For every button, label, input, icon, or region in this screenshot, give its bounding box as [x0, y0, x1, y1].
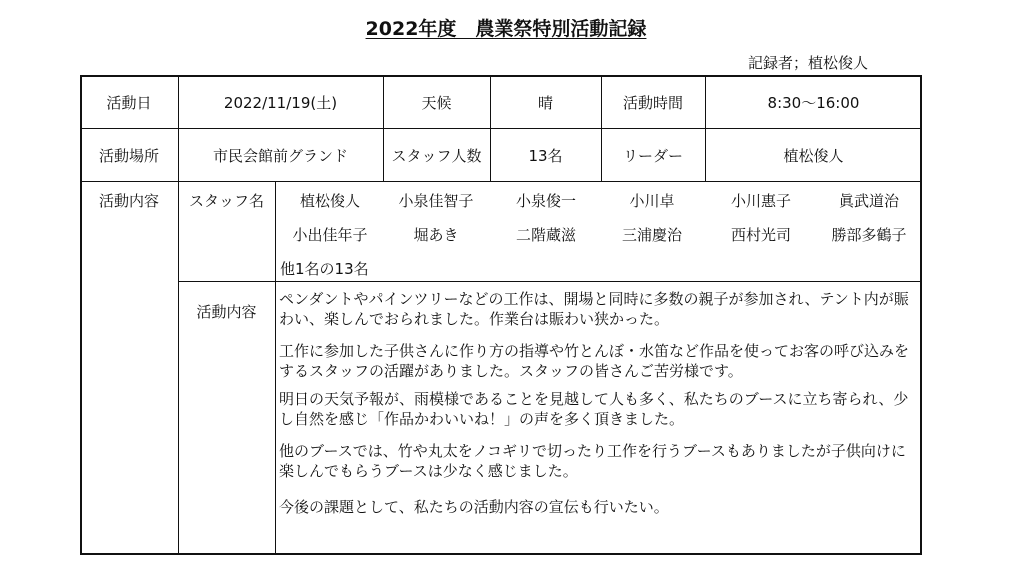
content-paragraph: 今後の課題として、私たちの活動内容の宣伝も行いたい。 [279, 498, 669, 516]
leader-label: リーダー [622, 146, 683, 165]
staff-name: 二階蔵滋 [515, 226, 576, 244]
staff-name: 西村光司 [730, 226, 791, 244]
staff-extra-note: 他1名の13名 [280, 260, 369, 278]
staff-name: 堀あき [413, 226, 459, 244]
content-paragraph: 工作に参加した子供さんに作り方の指導や竹とんぼ・水笛など作品を使ってお客の呼び込みをするスタッフの活躍がありました。スタッフの皆さんご苦労様です。 [279, 342, 910, 380]
staff-name: 小川卓 [629, 192, 675, 210]
content-label: 活動内容 [196, 303, 257, 321]
staff-name: 三浦慶治 [621, 226, 682, 244]
date-label: 活動日 [106, 93, 152, 112]
staff-count-value: 13名 [528, 146, 563, 165]
weather-value: 晴 [537, 93, 553, 112]
staff-name: 小出佳年子 [292, 226, 368, 244]
content-paragraph: 他のブースでは、竹や丸太をノコギリで切ったり工作を行うブースもありましたが子供向けに楽しんでもらうブースは少なく感じました。 [279, 442, 906, 480]
staff-name: 勝部多鶴子 [831, 226, 907, 244]
activity-label: 活動内容 [98, 192, 159, 210]
place-label: 活動場所 [98, 146, 159, 165]
staff-count-label: スタッフ人数 [391, 146, 482, 165]
time-label: 活動時間 [622, 93, 683, 112]
place-value: 市民会館前グランド [212, 146, 348, 165]
time-value: 8:30～16:00 [767, 93, 860, 112]
staff-name: 植松俊人 [299, 192, 360, 210]
content-paragraph: 明日の天気予報が、雨模様であることを見越して人も多く、私たちのブースに立ち寄られ、少し自然を感じ「作品かわいいね！」の声を多く頂きました。 [279, 390, 909, 428]
date-value: 2022/11/19(土) [223, 93, 338, 112]
content-paragraph: ペンダントやパインツリーなどの工作は、開場と同時に多数の親子が参加され、テント内が賑わい、楽しんでおられました。作業台は賑わい狭かった。 [279, 290, 909, 328]
row-divider [80, 181, 922, 182]
staff-name: 小泉俊一 [515, 192, 576, 210]
recorder-label: 記録者；植松俊人 [748, 54, 869, 72]
document-title-text: 2022年度 農業祭特別活動記録 [365, 18, 647, 40]
staff-name: 小川惠子 [730, 192, 791, 210]
staff-name: 眞武道治 [838, 192, 899, 210]
weather-label: 天候 [421, 93, 452, 112]
document-title [0, 14, 1012, 41]
staff-name: 小泉佳智子 [398, 192, 474, 210]
leader-value: 植松俊人 [783, 146, 844, 165]
row-divider [178, 281, 922, 282]
staff-names-label: スタッフ名 [188, 192, 264, 210]
